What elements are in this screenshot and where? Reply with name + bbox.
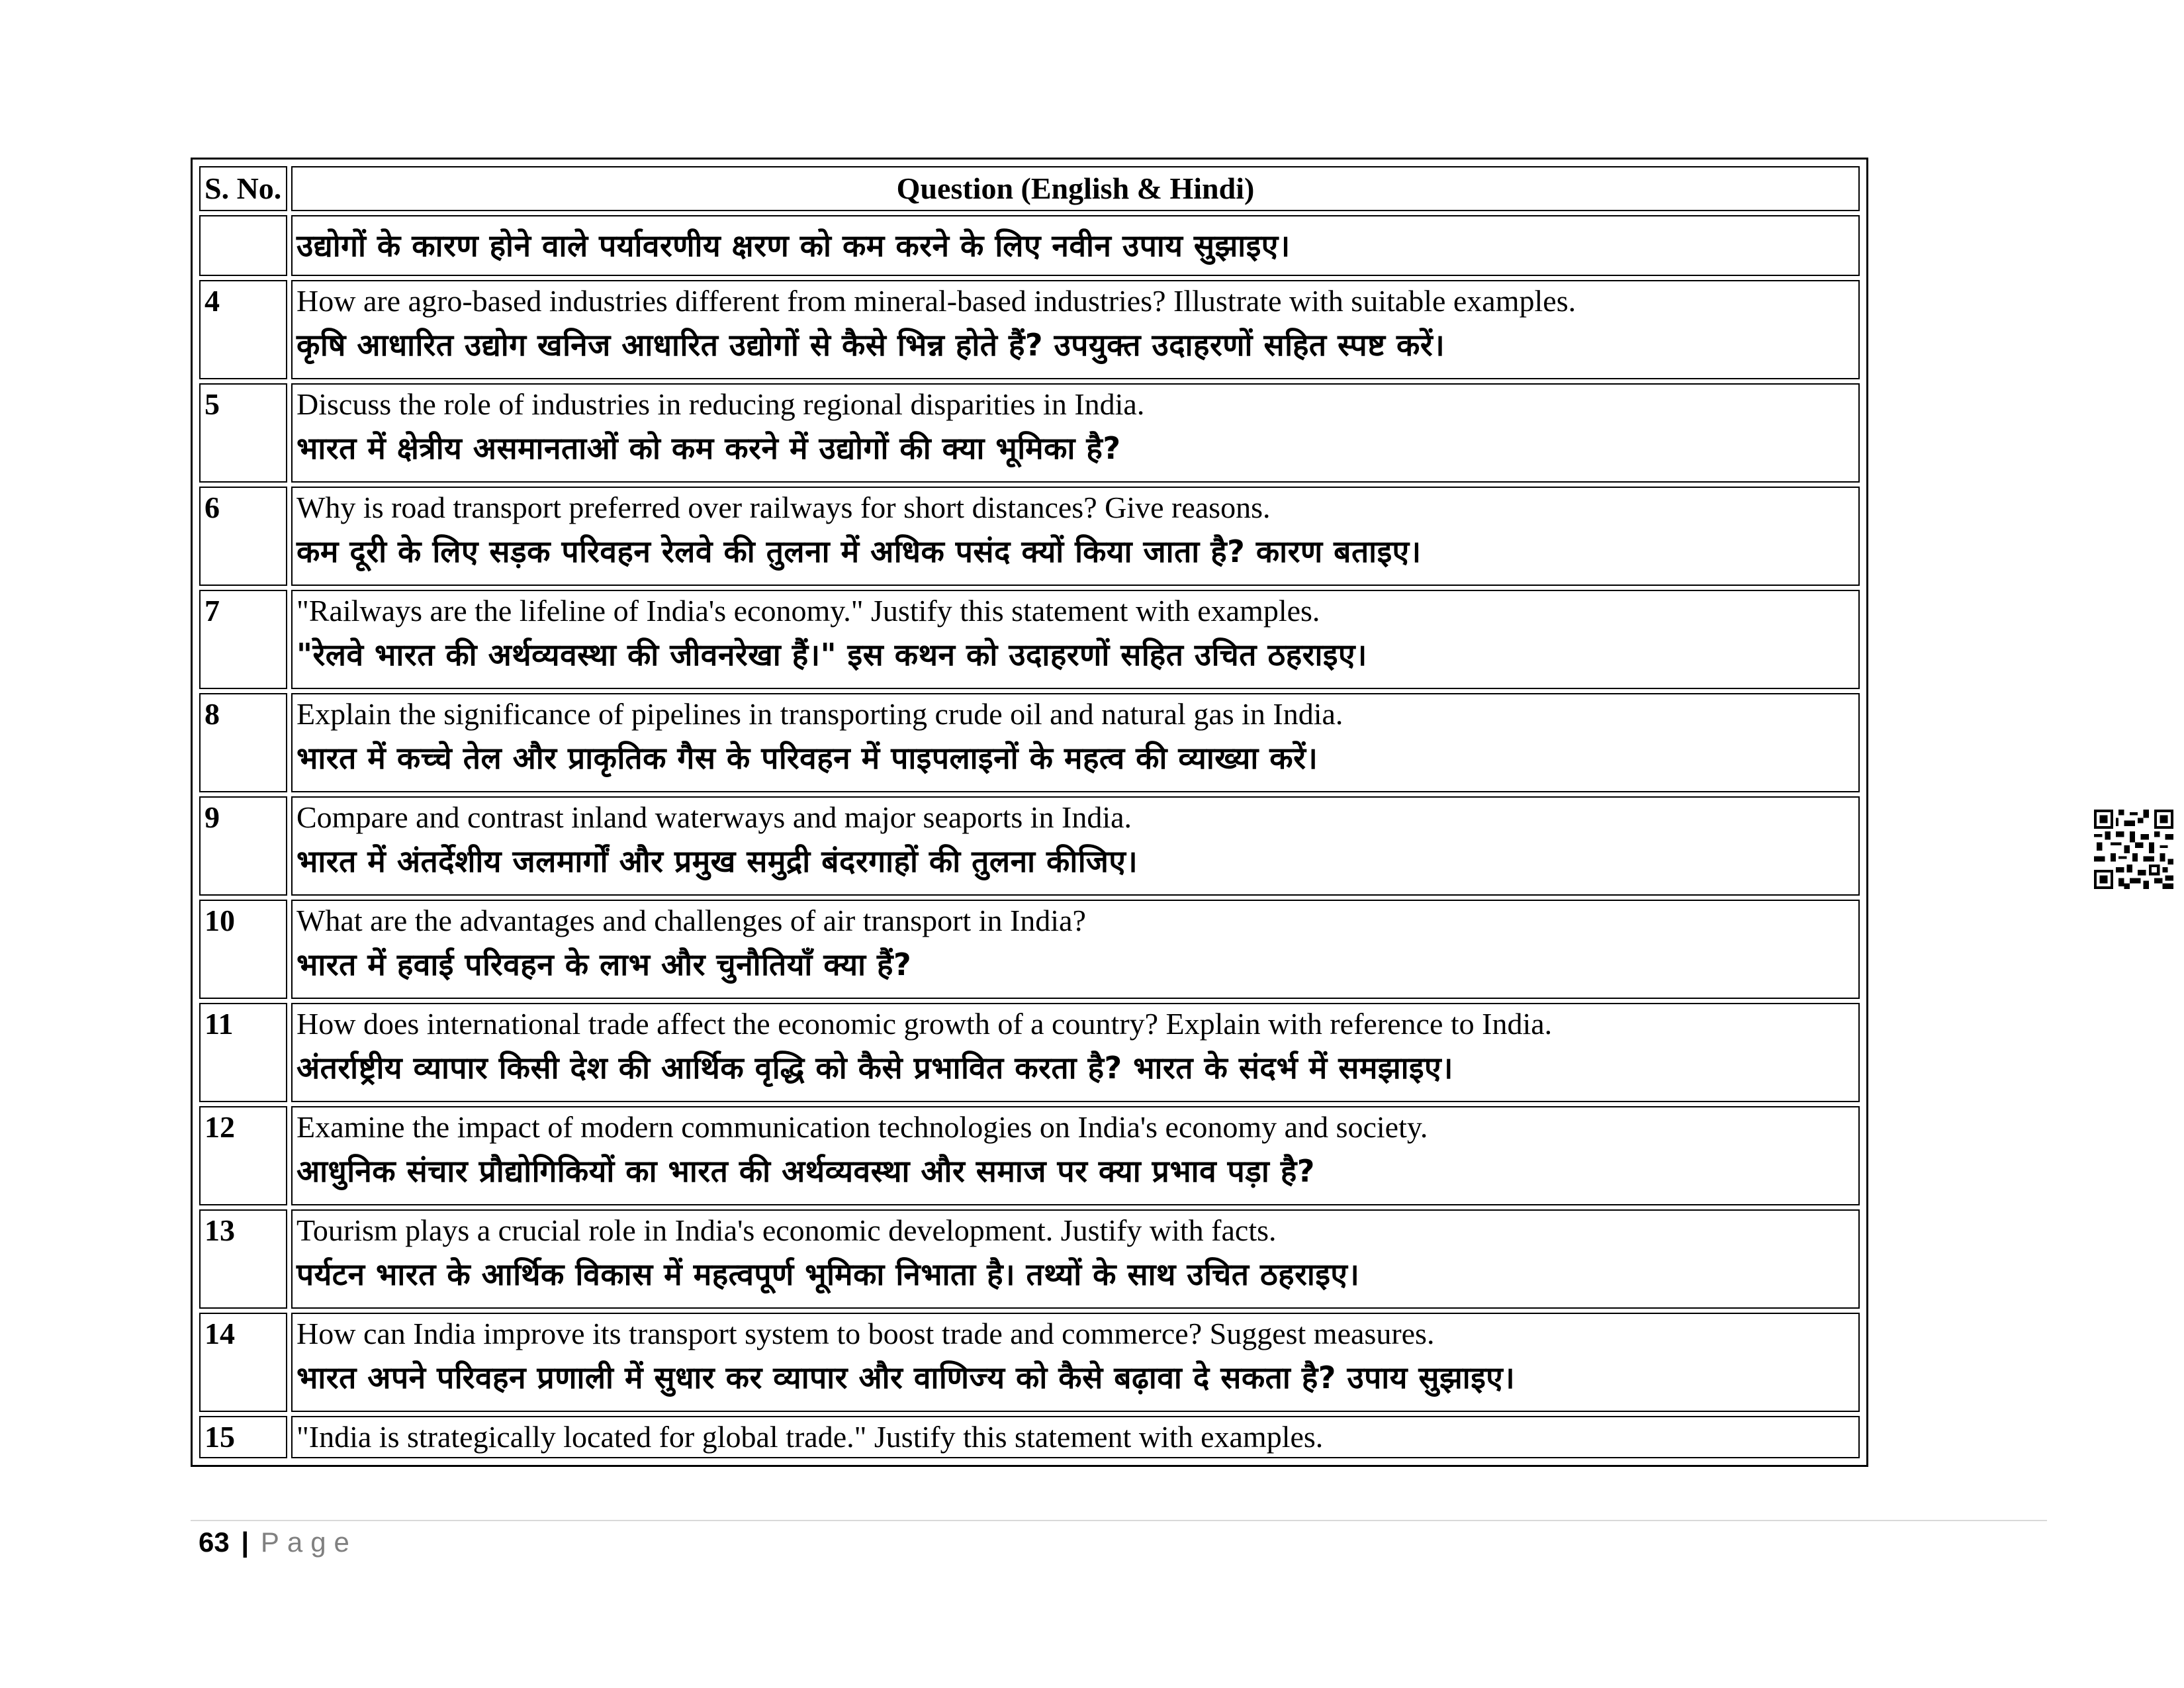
header-question: Question (English & Hindi) [291,166,1860,211]
question-cell [291,383,1860,483]
sno-cell: 6 [199,487,287,586]
page-label: Page [260,1526,357,1558]
page-number: 63 [199,1526,230,1558]
question-english: What are the advantages and challenges of air transport in India? [296,904,1086,937]
sno-cell: 8 [199,693,287,792]
sno-cell: 4 [199,280,287,379]
table-row [199,487,1860,586]
table-row [199,900,1860,999]
question-english: How are agro-based industries different from mineral-based industries? Illustrate with suitable examples. [296,284,1576,318]
sno-cell: 15 [199,1416,287,1458]
footer-separator: | [241,1526,250,1558]
question-english: Tourism plays a crucial role in India's economic development. Justify with facts. [296,1213,1277,1247]
question-english: "Railways are the lifeline of India's economy." Justify this statement with examples. [296,594,1320,628]
table-row [199,1106,1860,1205]
sno-cell: 9 [199,796,287,896]
question-cell [291,1003,1860,1102]
question-english: Explain the significance of pipelines in transporting crude oil and natural gas in India. [296,697,1343,731]
question-cell [291,693,1860,792]
question-english: Examine the impact of modern communication technologies on India's economy and society. [296,1110,1428,1144]
question-hindi: भारत में अंतर्देशीय जलमार्गों और प्रमुख समुद्री बंदरगाहों की तुलना कीजिए। [296,843,1138,879]
table-row [199,796,1860,896]
table-row [199,1209,1860,1309]
sno-cell: 11 [199,1003,287,1102]
question-hindi: भारत अपने परिवहन प्रणाली में सुधार कर व्यापार और वाणिज्य को कैसे बढ़ावा दे सकता है? उपाय सुझाइए। [296,1360,1516,1395]
question-hindi: अंतर्राष्ट्रीय व्यापार किसी देश की आर्थिक वृद्धि को कैसे प्रभावित करता है? भारत के संदर्भ में समझाइए। [296,1050,1453,1086]
table-row [199,1313,1860,1412]
table-row [199,1003,1860,1102]
question-cell [291,280,1860,379]
question-english: How can India improve its transport system to boost trade and commerce? Suggest measures. [296,1317,1435,1350]
sno-cell: 14 [199,1313,287,1412]
question-english: How does international trade affect the economic growth of a country? Explain with reference to India. [296,1007,1553,1041]
question-cell [291,1416,1860,1458]
table-header-row [199,166,1860,211]
sno-cell [199,215,287,276]
table-row [199,590,1860,689]
table-row [199,693,1860,792]
question-english: Why is road transport preferred over railways for short distances? Give reasons. [296,491,1271,524]
question-cell [291,1209,1860,1309]
question-cell [291,590,1860,689]
question-english: "India is strategically located for global trade." Justify this statement with examples. [296,1420,1324,1454]
sno-cell: 12 [199,1106,287,1205]
question-hindi: भारत में हवाई परिवहन के लाभ और चुनौतियाँ क्या हैं? [296,947,912,982]
question-hindi: आधुनिक संचार प्रौद्योगिकियों का भारत की अर्थव्यवस्था और समाज पर क्या प्रभाव पड़ा है? [296,1153,1315,1189]
table-row [199,1416,1860,1458]
question-hindi: पर्यटन भारत के आर्थिक विकास में महत्वपूर्ण भूमिका निभाता है। तथ्यों के साथ उचित ठहराइए। [296,1256,1360,1292]
sno-cell: 13 [199,1209,287,1309]
question-hindi: उद्योगों के कारण होने वाले पर्यावरणीय क्षरण को कम करने के लिए नवीन उपाय सुझाइए। [296,228,1291,263]
questions-table [191,158,1868,1467]
sno-cell: 5 [199,383,287,483]
question-english: Discuss the role of industries in reducing regional disparities in India. [296,387,1145,421]
question-cell [291,796,1860,896]
question-cell [291,900,1860,999]
question-cell [291,215,1860,276]
header-sno: S. No. [199,166,287,211]
question-cell [291,1106,1860,1205]
footer-divider [191,1520,2047,1521]
qr-code-icon [2094,810,2173,889]
question-english: Compare and contrast inland waterways and major seaports in India. [296,800,1132,834]
question-hindi: "रेलवे भारत की अर्थव्यवस्था की जीवनरेखा हैं।" इस कथन को उदाहरणों सहित उचित ठहराइए। [296,637,1367,673]
table-row [199,280,1860,379]
sno-cell: 7 [199,590,287,689]
question-hindi: भारत में क्षेत्रीय असमानताओं को कम करने में उद्योगों की क्या भूमिका है? [296,430,1121,466]
question-hindi: भारत में कच्चे तेल और प्राकृतिक गैस के परिवहन में पाइपलाइनों के महत्व की व्याख्या करें। [296,740,1318,776]
sno-cell: 10 [199,900,287,999]
question-hindi: कृषि आधारित उद्योग खनिज आधारित उद्योगों से कैसे भिन्न होते हैं? उपयुक्त उदाहरणों सहित स्पष्ट करें। [296,327,1445,363]
page-footer [199,1526,357,1558]
table-row [199,383,1860,483]
table-row-continued [199,215,1860,276]
question-cell [291,1313,1860,1412]
question-cell [291,487,1860,586]
question-hindi: कम दूरी के लिए सड़क परिवहन रेलवे की तुलना में अधिक पसंद क्यों किया जाता है? कारण बताइए। [296,534,1422,569]
